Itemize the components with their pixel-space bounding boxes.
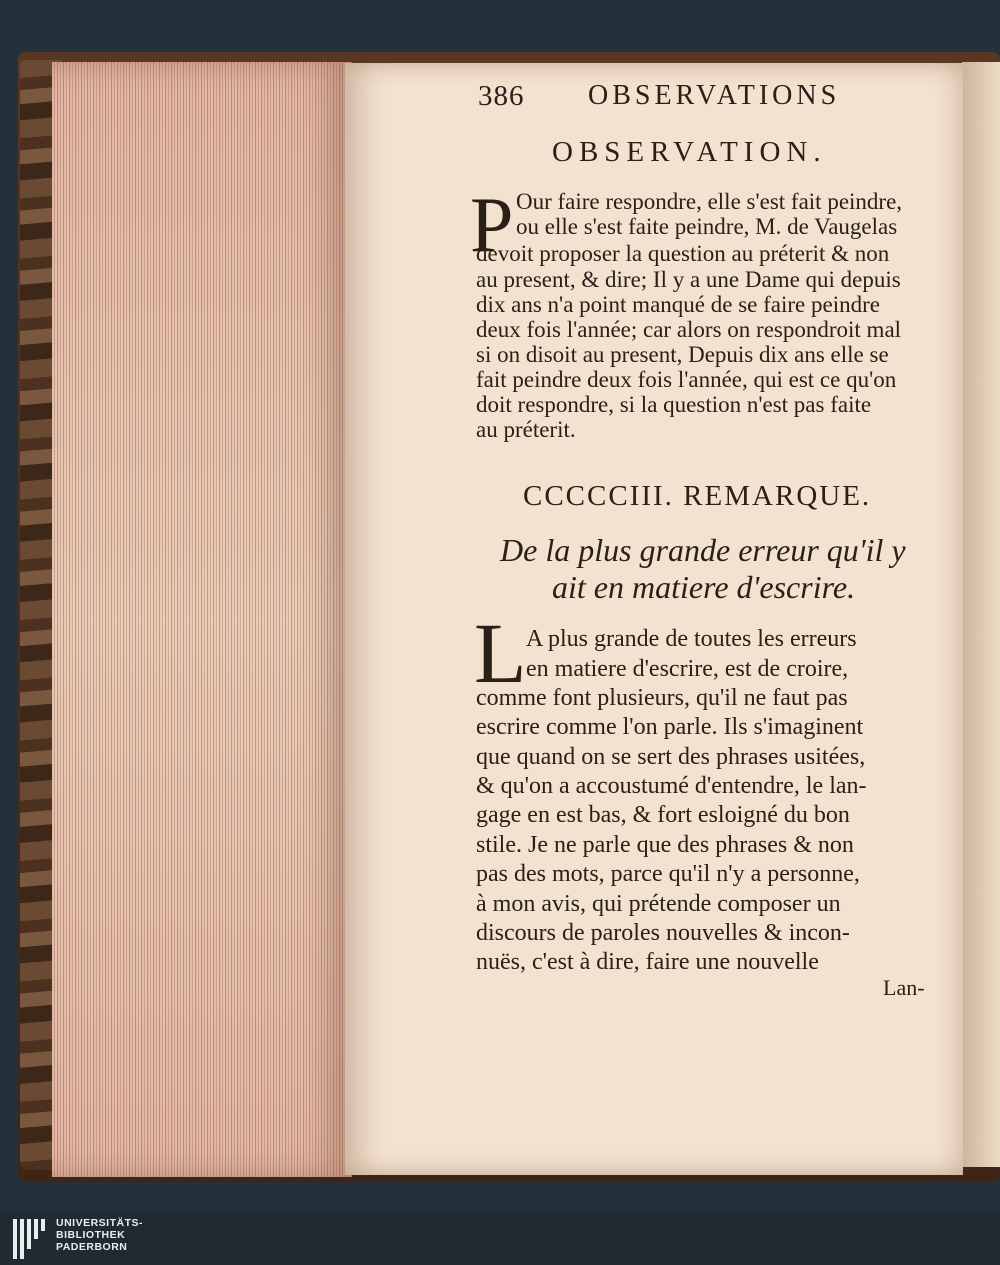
logo-line: UNIVERSITÄTS- [56,1217,144,1229]
logo-line: PADERBORN [56,1241,128,1253]
remarque-line: gage en est bas, & fort esloigné du bon [476,802,850,828]
observation-line: au present, & dire; Il y a une Dame qui depuis [476,267,901,292]
remarque-subtitle: De la plus grande erreur qu'il y [500,532,906,568]
logo-line: BIBLIOTHEK [56,1229,126,1241]
library-logo-text [56,1217,143,1253]
remarque-line: A plus grande de toutes les erreurs [526,626,857,652]
observation-line: deux fois l'année; car alors on respondroit mal [476,317,902,342]
remarque-heading: CCCCCIII. REMARQUE. [523,480,872,512]
observation-line: dix ans n'a point manqué de se faire peindre [476,292,880,317]
remarque-line: pas des mots, parce qu'il n'y a personne, [476,861,860,887]
remarque-line: à mon avis, qui prétende composer un [476,891,841,917]
running-title: OBSERVATIONS [588,80,841,111]
observation-line: devoit proposer la question au préterit & non [476,241,890,266]
observation-line: si on disoit au present, Depuis dix ans elle se [476,342,889,367]
page-edges [52,62,352,1177]
observation-line: au préterit. [476,417,576,442]
observation-line: fait peindre deux fois l'année, qui est ce qu'on [476,367,897,392]
library-logo-icon [12,1217,48,1261]
remarque-line: comme font plusieurs, qu'il ne faut pas [476,685,848,711]
page-number: 386 [478,80,525,112]
remarque-line: discours de paroles nouvelles & incon- [476,920,850,946]
facing-page-edge [962,62,1000,1167]
remarque-line: nuës, c'est à dire, faire une nouvelle [476,949,819,975]
remarque-line: stile. Je ne parle que des phrases & non [476,832,854,858]
remarque-subtitle: ait en matiere d'escrire. [552,569,856,605]
drop-cap-l: L [474,605,527,701]
footer-bar [0,1213,1000,1265]
observation-line: ou elle s'est faite peindre, M. de Vaugelas [516,214,898,239]
catchword: Lan- [883,975,925,1000]
remarque-line: & qu'on a accoustumé d'entendre, le lan- [476,773,867,799]
observation-heading: OBSERVATION. [552,136,827,168]
remarque-line: que quand on se sert des phrases usitées, [476,744,866,770]
remarque-line: en matiere d'escrire, est de croire, [526,656,849,682]
drop-cap-p: P [470,181,514,268]
remarque-line: escrire comme l'on parle. Ils s'imaginent [476,714,864,740]
observation-line: Our faire respondre, elle s'est fait peindre, [516,189,903,214]
observation-line: doit respondre, si la question n'est pas faite [476,392,872,417]
